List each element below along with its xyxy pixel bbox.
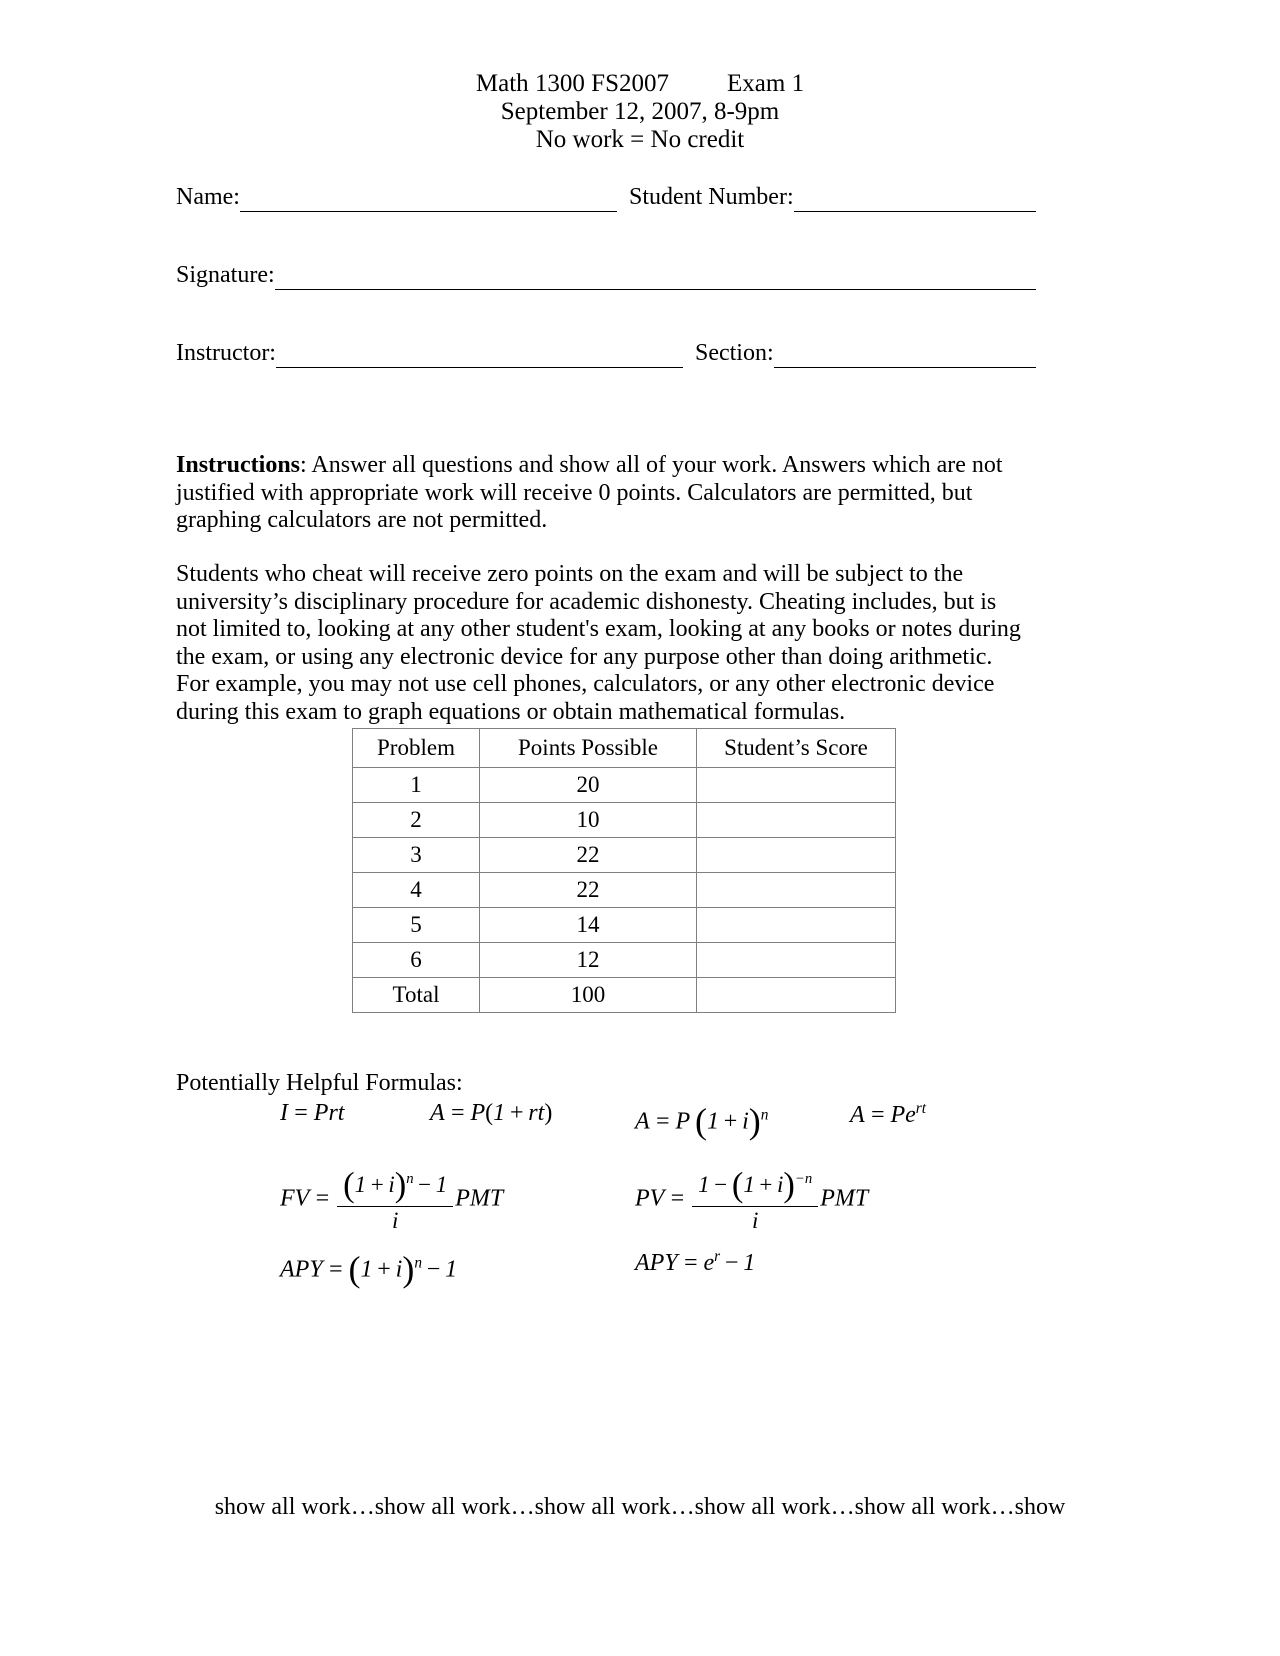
header-line-1 <box>0 70 1280 98</box>
academic-honesty-paragraph: Students who cheat will receive zero points on the exam and will be subject to the university’s disciplinary procedure for academic dishonesty. Cheating includes, but is not limited to, looking at any other student's exam, looking at any books or notes during the exam, or using any electronic device for any purpose other than doing arithmetic. For example, you may not use cell phones, calculators, or any other electronic device during this exam to graph equations or obtain mathematical formulas. <box>176 561 1021 725</box>
instructions-paragraph <box>176 452 1026 535</box>
cell-problem: 1 <box>353 768 480 803</box>
score-table <box>352 728 896 1013</box>
cell-student-score[interactable] <box>697 768 896 803</box>
formula-simple-interest: I = Prt <box>280 1100 345 1126</box>
cell-points: 10 <box>480 803 697 838</box>
column-header-students-score: Student’s Score <box>697 729 896 768</box>
cell-points: 14 <box>480 908 697 943</box>
formula-present-value: PV = $\frac{1 - (1 + i)^{-n}}{i}$ PMT <box>635 1166 869 1233</box>
formula-apy-continuous: APY = $e^r - 1$ <box>635 1248 756 1276</box>
cell-problem: 6 <box>353 943 480 978</box>
cell-points: 20 <box>480 768 697 803</box>
cell-problem: 3 <box>353 838 480 873</box>
student-number-input[interactable] <box>794 189 1036 212</box>
header-line-2: September 12, 2007, 8-9pm <box>500 98 780 125</box>
instructions-body: : Answer all questions and show all of your work. Answers which are not justified with appropriate work will receive 0 points. Calculators are permitted, but graphing calculators are not permitted. <box>176 452 1003 533</box>
name-row <box>176 182 1036 212</box>
cell-points: 22 <box>480 838 697 873</box>
instructor-row <box>176 338 1036 368</box>
table-row <box>353 768 896 803</box>
cell-student-score[interactable] <box>697 908 896 943</box>
name-input[interactable] <box>240 189 617 212</box>
cell-points: 22 <box>480 873 697 908</box>
signature-input[interactable] <box>275 267 1036 290</box>
column-header-points-possible: Points Possible <box>480 729 697 768</box>
cell-student-score[interactable] <box>697 873 896 908</box>
exam-title: Exam 1 <box>727 70 805 97</box>
page-footer: show all work…show all work…show all work…show all work…show all work…show <box>214 1494 1066 1520</box>
formula-row-3 <box>270 1248 1030 1294</box>
formula-future-value: FV = $\frac{(1 + i)^n - 1}{i}$ PMT <box>280 1166 504 1233</box>
cell-total-points: 100 <box>480 978 697 1013</box>
cell-student-score[interactable] <box>697 803 896 838</box>
table-header-row <box>353 729 896 768</box>
cell-student-score[interactable] <box>697 838 896 873</box>
section-label: Section: <box>694 340 774 366</box>
instructions-label: Instructions <box>176 452 301 478</box>
column-header-problem: Problem <box>353 729 480 768</box>
student-number-label: Student Number: <box>628 184 794 210</box>
cell-problem: 4 <box>353 873 480 908</box>
table-row <box>353 908 896 943</box>
formulas-heading: Potentially Helpful Formulas: <box>176 1070 463 1096</box>
document-header <box>0 70 1280 154</box>
table-row <box>353 803 896 838</box>
course-title: Math 1300 FS2007 <box>475 70 669 97</box>
name-label: Name: <box>176 184 240 210</box>
cell-total-label: Total <box>353 978 480 1013</box>
signature-label: Signature: <box>176 262 275 288</box>
cell-points: 12 <box>480 943 697 978</box>
formula-block <box>270 1100 1030 1294</box>
table-row-total <box>353 978 896 1013</box>
cell-total-score[interactable] <box>697 978 896 1013</box>
cell-problem: 5 <box>353 908 480 943</box>
cell-problem: 2 <box>353 803 480 838</box>
formula-compound-amount: A = P $(1 + i)^n$ <box>635 1101 769 1141</box>
instructor-input[interactable] <box>276 345 683 368</box>
formula-simple-amount: A = P(1 + rt) <box>430 1100 553 1126</box>
cell-student-score[interactable] <box>697 943 896 978</box>
table-row <box>353 873 896 908</box>
table-row <box>353 943 896 978</box>
formula-row-1 <box>270 1100 1030 1146</box>
signature-row <box>176 260 1036 290</box>
formula-row-2 <box>270 1160 1030 1233</box>
formula-continuous-amount: $A = Pe^{rt}$ <box>850 1100 927 1128</box>
table-row <box>353 838 896 873</box>
instructor-label: Instructor: <box>176 340 276 366</box>
section-input[interactable] <box>774 345 1036 368</box>
formula-apy-discrete: APY = $(1 + i)^n - 1$ <box>280 1249 458 1289</box>
student-info-fields <box>176 182 1036 368</box>
header-line-3: No work = No credit <box>535 126 745 153</box>
